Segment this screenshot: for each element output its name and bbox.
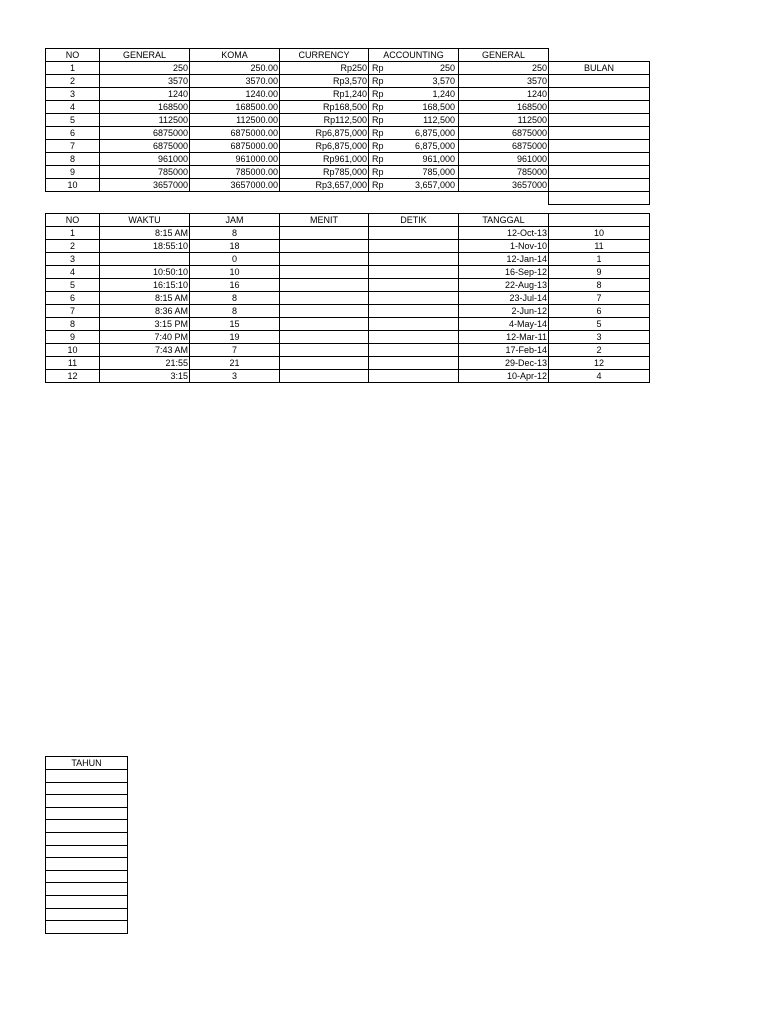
header-cell[interactable]: CURRENCY	[280, 49, 369, 62]
tahun-cell[interactable]	[46, 921, 128, 934]
no-cell[interactable]: 8	[46, 153, 100, 166]
accounting-cell[interactable]	[369, 114, 459, 127]
bulan-cell[interactable]: 11	[549, 240, 650, 253]
menit-cell[interactable]	[280, 279, 369, 292]
no-cell[interactable]: 12	[46, 370, 100, 383]
table-row	[46, 770, 128, 783]
general-cell[interactable]: 785000	[459, 166, 549, 179]
table-row	[46, 795, 128, 808]
accounting-value	[370, 166, 457, 178]
currency-cell[interactable]: Rp6,875,000	[280, 140, 369, 153]
no-cell[interactable]: 6	[46, 127, 100, 140]
tanggal-cell[interactable]: 1-Nov-10	[459, 240, 549, 253]
general-cell[interactable]: 3570	[100, 75, 190, 88]
currency-cell[interactable]: Rp1,240	[280, 88, 369, 101]
menit-cell[interactable]	[280, 357, 369, 370]
tahun-cell[interactable]	[46, 883, 128, 896]
table-row	[46, 88, 650, 101]
header-cell[interactable]: GENERAL	[100, 49, 190, 62]
tanggal-cell[interactable]: 12-Oct-13	[459, 227, 549, 240]
no-cell[interactable]: 9	[46, 166, 100, 179]
menit-cell[interactable]	[280, 318, 369, 331]
no-cell[interactable]: 1	[46, 227, 100, 240]
currency-symbol: Rp	[372, 141, 384, 151]
waktu-cell[interactable]: 8:15 AM	[100, 227, 190, 240]
detik-cell[interactable]	[369, 305, 459, 318]
jam-cell[interactable]: 8	[190, 292, 280, 305]
accounting-amount: 168,500	[422, 102, 455, 112]
jam-cell[interactable]: 19	[190, 331, 280, 344]
koma-cell[interactable]: 168500.00	[190, 101, 280, 114]
accounting-cell[interactable]	[369, 127, 459, 140]
bulan-cell[interactable]: 9	[549, 266, 650, 279]
accounting-amount: 785,000	[422, 167, 455, 177]
separator-row	[46, 192, 650, 205]
waktu-cell[interactable]: 3:15	[100, 370, 190, 383]
bulan-cell[interactable]: 1	[549, 253, 650, 266]
detik-cell[interactable]	[369, 344, 459, 357]
empty-cell[interactable]	[549, 75, 650, 88]
currency-cell[interactable]: Rp112,500	[280, 114, 369, 127]
bulan-cell[interactable]: 6	[549, 305, 650, 318]
accounting-value	[370, 179, 457, 191]
currency-cell[interactable]: Rp168,500	[280, 101, 369, 114]
header-cell[interactable]: ACCOUNTING	[369, 49, 459, 62]
table-row	[46, 883, 128, 896]
table-header-row	[46, 214, 650, 227]
koma-cell[interactable]: 3657000.00	[190, 179, 280, 192]
tanggal-cell[interactable]: 12-Jan-14	[459, 253, 549, 266]
koma-cell[interactable]: 6875000.00	[190, 127, 280, 140]
accounting-cell[interactable]	[369, 88, 459, 101]
no-cell[interactable]: 2	[46, 240, 100, 253]
jam-cell[interactable]: 16	[190, 279, 280, 292]
accounting-amount: 961,000	[422, 154, 455, 164]
tahun-table	[45, 756, 128, 934]
tahun-cell[interactable]	[46, 845, 128, 858]
tahun-cell[interactable]	[46, 895, 128, 908]
header-cell[interactable]: KOMA	[190, 49, 280, 62]
accounting-amount: 112,500	[423, 115, 455, 125]
jam-cell[interactable]: 15	[190, 318, 280, 331]
accounting-amount: 3,657,000	[414, 180, 455, 190]
tahun-cell[interactable]	[46, 858, 128, 871]
waktu-cell[interactable]: 8:15 AM	[100, 292, 190, 305]
waktu-cell[interactable]: 7:40 PM	[100, 331, 190, 344]
no-cell[interactable]: 8	[46, 318, 100, 331]
empty-cell[interactable]	[369, 192, 459, 205]
no-cell[interactable]: 4	[46, 101, 100, 114]
detik-cell[interactable]	[369, 357, 459, 370]
table-row	[46, 832, 128, 845]
general-cell[interactable]: 3657000	[100, 179, 190, 192]
koma-cell[interactable]: 961000.00	[190, 153, 280, 166]
detik-cell[interactable]	[369, 370, 459, 383]
general-cell[interactable]: 250	[459, 62, 549, 75]
jam-cell[interactable]: 7	[190, 344, 280, 357]
bulan-cell[interactable]: 12	[549, 357, 650, 370]
table-row	[46, 305, 650, 318]
empty-cell[interactable]	[459, 192, 549, 205]
table-row	[46, 331, 650, 344]
general-cell[interactable]: 168500	[459, 101, 549, 114]
no-cell[interactable]: 7	[46, 305, 100, 318]
koma-cell[interactable]: 250.00	[190, 62, 280, 75]
currency-symbol: Rp	[372, 180, 384, 190]
no-cell[interactable]: 10	[46, 179, 100, 192]
number-format-table	[45, 48, 650, 205]
accounting-cell[interactable]	[369, 75, 459, 88]
accounting-value	[370, 101, 457, 113]
table-row	[46, 127, 650, 140]
waktu-cell[interactable]: 21:55	[100, 357, 190, 370]
bulan-cell[interactable]: 3	[549, 331, 650, 344]
accounting-cell[interactable]	[369, 140, 459, 153]
bulan-cell[interactable]: 4	[549, 370, 650, 383]
currency-cell[interactable]: Rp6,875,000	[280, 127, 369, 140]
tahun-cell[interactable]	[46, 870, 128, 883]
time-date-table	[45, 213, 650, 383]
tanggal-cell[interactable]: 16-Sep-12	[459, 266, 549, 279]
currency-symbol: Rp	[372, 128, 384, 138]
accounting-value	[370, 114, 457, 126]
empty-cell[interactable]	[549, 114, 650, 127]
menit-cell[interactable]	[280, 227, 369, 240]
accounting-value	[370, 62, 457, 74]
empty-cell[interactable]	[280, 192, 369, 205]
koma-cell[interactable]: 1240.00	[190, 88, 280, 101]
bulan-cell[interactable]: 10	[549, 227, 650, 240]
no-cell[interactable]: 9	[46, 331, 100, 344]
header-cell[interactable]: TANGGAL	[459, 214, 549, 227]
general-cell[interactable]: 112500	[100, 114, 190, 127]
detik-cell[interactable]	[369, 279, 459, 292]
table-row	[46, 318, 650, 331]
general-cell[interactable]: 785000	[100, 166, 190, 179]
empty-cell[interactable]	[549, 140, 650, 153]
general-cell[interactable]: 6875000	[459, 127, 549, 140]
currency-cell[interactable]: Rp3,570	[280, 75, 369, 88]
tanggal-cell[interactable]: 17-Feb-14	[459, 344, 549, 357]
empty-cell[interactable]	[549, 88, 650, 101]
currency-symbol: Rp	[372, 102, 384, 112]
table-row	[46, 227, 650, 240]
table-row	[46, 782, 128, 795]
general-cell[interactable]: 250	[100, 62, 190, 75]
accounting-cell[interactable]	[369, 101, 459, 114]
accounting-cell[interactable]	[369, 153, 459, 166]
table-row	[46, 870, 128, 883]
table-row	[46, 266, 650, 279]
waktu-cell[interactable]: 18:55:10	[100, 240, 190, 253]
general-cell[interactable]: 6875000	[459, 140, 549, 153]
table-row	[46, 908, 128, 921]
currency-cell[interactable]: Rp250	[280, 62, 369, 75]
bulan-cell[interactable]: 2	[549, 344, 650, 357]
general-cell[interactable]: 3570	[459, 75, 549, 88]
waktu-cell[interactable]: 7:43 AM	[100, 344, 190, 357]
accounting-amount: 1,240	[432, 89, 455, 99]
general-cell[interactable]: 3657000	[459, 179, 549, 192]
jam-cell[interactable]: 8	[190, 305, 280, 318]
table-row	[46, 114, 650, 127]
table-row	[46, 253, 650, 266]
accounting-amount: 3,570	[432, 76, 455, 86]
koma-cell[interactable]: 6875000.00	[190, 140, 280, 153]
bulan-header-cell[interactable]: BULAN	[549, 62, 650, 75]
tanggal-cell[interactable]: 23-Jul-14	[459, 292, 549, 305]
bulan-cell[interactable]: 8	[549, 279, 650, 292]
accounting-amount: 250	[439, 63, 455, 73]
detik-cell[interactable]	[369, 240, 459, 253]
no-cell[interactable]: 2	[46, 75, 100, 88]
no-cell[interactable]: 5	[46, 114, 100, 127]
general-cell[interactable]: 112500	[459, 114, 549, 127]
menit-cell[interactable]	[280, 305, 369, 318]
table-header-row	[46, 49, 650, 62]
table-row	[46, 344, 650, 357]
menit-cell[interactable]	[280, 266, 369, 279]
table-row	[46, 858, 128, 871]
detik-cell[interactable]	[369, 253, 459, 266]
menit-cell[interactable]	[280, 344, 369, 357]
no-cell[interactable]: 7	[46, 140, 100, 153]
general-cell[interactable]: 961000	[100, 153, 190, 166]
table-row	[46, 153, 650, 166]
tanggal-cell[interactable]: 22-Aug-13	[459, 279, 549, 292]
table-row	[46, 807, 128, 820]
table-row	[46, 820, 128, 833]
general-cell[interactable]: 6875000	[100, 127, 190, 140]
accounting-value	[370, 140, 457, 152]
jam-cell[interactable]: 8	[190, 227, 280, 240]
tahun-cell[interactable]	[46, 770, 128, 783]
menit-cell[interactable]	[280, 370, 369, 383]
table-row	[46, 279, 650, 292]
no-cell[interactable]: 6	[46, 292, 100, 305]
tahun-cell[interactable]	[46, 795, 128, 808]
waktu-cell[interactable]: 10:50:10	[100, 266, 190, 279]
tahun-cell[interactable]	[46, 832, 128, 845]
tanggal-cell[interactable]: 10-Apr-12	[459, 370, 549, 383]
currency-symbol: Rp	[372, 89, 384, 99]
table-row	[46, 179, 650, 192]
menit-cell[interactable]	[280, 240, 369, 253]
currency-cell[interactable]: Rp785,000	[280, 166, 369, 179]
empty-cell[interactable]	[549, 127, 650, 140]
no-cell[interactable]: 11	[46, 357, 100, 370]
currency-symbol: Rp	[372, 167, 384, 177]
general-cell[interactable]: 961000	[459, 153, 549, 166]
accounting-cell[interactable]	[369, 179, 459, 192]
empty-cell[interactable]	[549, 179, 650, 192]
tahun-cell[interactable]	[46, 807, 128, 820]
header-cell[interactable]: JAM	[190, 214, 280, 227]
general-cell[interactable]: 1240	[100, 88, 190, 101]
currency-symbol: Rp	[372, 154, 384, 164]
no-cell[interactable]: 5	[46, 279, 100, 292]
no-cell[interactable]: 3	[46, 253, 100, 266]
tahun-cell[interactable]	[46, 908, 128, 921]
jam-cell[interactable]: 10	[190, 266, 280, 279]
no-cell[interactable]: 3	[46, 88, 100, 101]
waktu-cell[interactable]: 3:15 PM	[100, 318, 190, 331]
table-row	[46, 370, 650, 383]
table-row	[46, 101, 650, 114]
accounting-cell[interactable]	[369, 62, 459, 75]
currency-symbol: Rp	[372, 63, 384, 73]
waktu-cell[interactable]: 8:36 AM	[100, 305, 190, 318]
koma-cell[interactable]: 112500.00	[190, 114, 280, 127]
accounting-value	[370, 153, 457, 165]
header-cell[interactable]: GENERAL	[459, 49, 549, 62]
currency-symbol: Rp	[372, 76, 384, 86]
waktu-cell[interactable]: 16:15:10	[100, 279, 190, 292]
tanggal-cell[interactable]: 12-Mar-11	[459, 331, 549, 344]
no-cell[interactable]: 4	[46, 266, 100, 279]
detik-cell[interactable]	[369, 292, 459, 305]
table-row	[46, 845, 128, 858]
empty-cell[interactable]	[190, 192, 280, 205]
accounting-amount: 6,875,000	[414, 128, 455, 138]
table-row	[46, 240, 650, 253]
menit-cell[interactable]	[280, 253, 369, 266]
no-cell[interactable]: 10	[46, 344, 100, 357]
general-cell[interactable]: 1240	[459, 88, 549, 101]
tanggal-cell[interactable]: 29-Dec-13	[459, 357, 549, 370]
general-cell[interactable]: 168500	[100, 101, 190, 114]
empty-cell[interactable]	[549, 153, 650, 166]
table-row	[46, 895, 128, 908]
header-cell[interactable]: DETIK	[369, 214, 459, 227]
table-row	[46, 921, 128, 934]
bulan-cell[interactable]: 7	[549, 292, 650, 305]
detik-cell[interactable]	[369, 331, 459, 344]
header-cell[interactable]: MENIT	[280, 214, 369, 227]
detik-cell[interactable]	[369, 318, 459, 331]
table-row	[46, 62, 650, 75]
jam-cell[interactable]: 3	[190, 370, 280, 383]
table-row	[46, 357, 650, 370]
tanggal-cell[interactable]: 2-Jun-12	[459, 305, 549, 318]
table-row	[46, 166, 650, 179]
general-cell[interactable]: 6875000	[100, 140, 190, 153]
bulan-cell[interactable]: 5	[549, 318, 650, 331]
header-cell[interactable]: WAKTU	[100, 214, 190, 227]
currency-cell[interactable]: Rp961,000	[280, 153, 369, 166]
empty-cell[interactable]	[549, 166, 650, 179]
jam-cell[interactable]: 21	[190, 357, 280, 370]
table-header-row	[46, 757, 128, 770]
jam-cell[interactable]: 18	[190, 240, 280, 253]
currency-cell[interactable]: Rp3,657,000	[280, 179, 369, 192]
no-cell[interactable]: 1	[46, 62, 100, 75]
waktu-cell[interactable]	[100, 253, 190, 266]
koma-cell[interactable]: 785000.00	[190, 166, 280, 179]
menit-cell[interactable]	[280, 331, 369, 344]
accounting-value	[370, 88, 457, 100]
accounting-cell[interactable]	[369, 166, 459, 179]
empty-cell[interactable]	[100, 192, 190, 205]
header-cell[interactable]: TAHUN	[46, 757, 128, 770]
table-row	[46, 292, 650, 305]
currency-symbol: Rp	[372, 115, 384, 125]
detik-cell[interactable]	[369, 266, 459, 279]
menit-cell[interactable]	[280, 292, 369, 305]
accounting-amount: 6,875,000	[414, 141, 455, 151]
empty-cell[interactable]	[549, 214, 650, 227]
empty-cell[interactable]	[549, 101, 650, 114]
koma-cell[interactable]: 3570.00	[190, 75, 280, 88]
table-row	[46, 140, 650, 153]
tahun-cell[interactable]	[46, 782, 128, 795]
jam-cell[interactable]: 0	[190, 253, 280, 266]
empty-cell[interactable]	[46, 192, 100, 205]
detik-cell[interactable]	[369, 227, 459, 240]
empty-cell[interactable]	[549, 49, 650, 62]
empty-cell[interactable]	[549, 192, 650, 205]
tanggal-cell[interactable]: 4-May-14	[459, 318, 549, 331]
table-row	[46, 75, 650, 88]
tahun-cell[interactable]	[46, 820, 128, 833]
header-cell[interactable]: NO	[46, 49, 100, 62]
header-cell[interactable]: NO	[46, 214, 100, 227]
accounting-value	[370, 75, 457, 87]
accounting-value	[370, 127, 457, 139]
